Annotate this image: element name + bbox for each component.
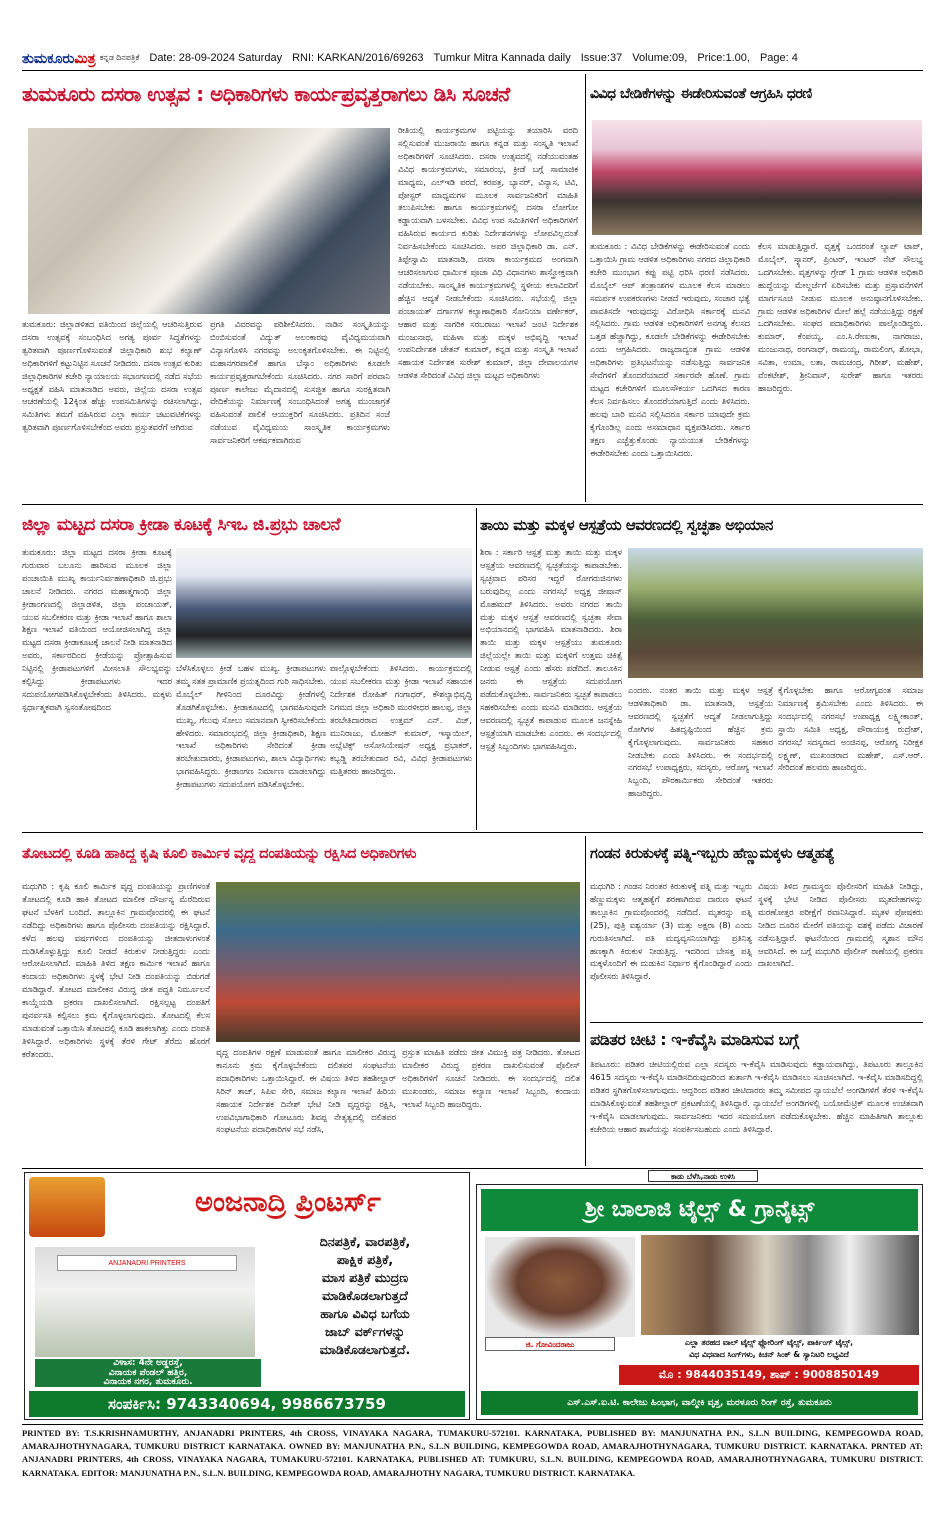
dasara-column-1: ತುಮಕೂರು: ಜಿಲ್ಲಾಡಳಿತದ ವತಿಯಿಂದ ಜಿಲ್ಲೆಯಲ್ಲಿ ಆಚರಿಸುತ್ತಿರುವ ದಸರಾ ಉತ್ಸವಕ್ಕೆ ಸಂಬಂಧಿಸಿದ ಅಗತ್ಯ ಪೂರ್ವ ಸಿದ್ಧತೆಗಳನ್ನು ತ್ವರಿತವಾಗಿ ಪೂರ್ಣಗೊಳಿಸುವಂತೆ ಜಿಲ್ಲಾಧಿಕಾರಿ ಶುಭ ಕಲ್ಯಾಣ್ ಅಧಿಕಾರಿಗಳಿಗೆ ಕಟ್ಟುನಿಟ್ಟಿನ ಸೂಚನೆ ನೀಡಿದರು. ದಸರಾ ಉತ್ಸವ ಕುರಿತು ಜಿಲ್ಲಾಧಿಕಾರಿಗಳ ಕಚೇರಿ ನ್ಯಾಯಾಲಯ ಸಭಾಂಗಣದಲ್ಲಿ ನಡೆದ ಸಭೆಯ ಅಧ್ಯಕ್ಷತೆ ವಹಿಸಿ ಮಾತನಾಡಿದ ಅವರು, ಜಿಲ್ಲೆಯ ದಸರಾ ಉತ್ಸವ ಆಚರಣೆಯಲ್ಲಿ 12ಕ್ಕಿಂತ ಹೆಚ್ಚು ಉಪಸಮಿತಿಗಳನ್ನು ರಚಿಸಲಾಗಿದ್ದು, ಸಮಿತಿಗಳು ತಮಗೆ ವಹಿಸಿರುವ ಎಲ್ಲಾ ಕಾರ್ಯ ಚಟುವಟಿಕೆಗಳನ್ನು ತ್ವರಿತವಾಗಿ ಪೂರ್ಣಗೊಳಿಸಬೇಕೆಂದ ಅವರು ಪ್ರಸ್ತುತವರೆಗೆ ಆಗಿರುವ bbox=[22, 319, 202, 433]
issue-date: Date: 28-09-2024 Saturday bbox=[149, 52, 283, 64]
protest-column-1: ತುಮಕೂರು : ವಿವಿಧ ಬೇಡಿಕೆಗಳನ್ನು ಈಡೇರಿಸುವಂತೆ ಎಂದು ಒತ್ತಾಯಿಸಿ ಗ್ರಾಮ ಆಡಳಿತ ಅಧಿಕಾರಿಗಳು ನಗರದ ಜಿಲ್ಲಾಧಿಕಾರಿ ಕಚೇರಿ ಮುಂಭಾಗ ಕಪ್ಪು ಪಟ್ಟಿ ಧರಿಸಿ ಧರಣಿ ನಡೆಸಿದರು. ಮೊಬೈಲ್ ಆಪ್ ತಂತ್ರಾಂಶಗಳ ಮೂಲಕ ಕೆಲಸ ಮಾಡಲು ಸಮರ್ಪಕ ಉಪಕರಣಗಳು ನೀಡದೆ ಇರುವುದು, ಸಂಚಾರ ಭತ್ಯೆ ಪಾವತಿಸದೇ ಇರುವುದನ್ನು ವಿರೋಧಿಸಿ ಸರ್ಕಾರಕ್ಕೆ ಮನವಿ ಸಲ್ಲಿಸಿದರು. ಗ್ರಾಮ ಆಡಳಿತ ಅಧಿಕಾರಿಗಳಿಗೆ ಅನಗತ್ಯ ಕೆಲಸದ ಒತ್ತಡ ಹೆಚ್ಚಾಗಿದ್ದು, ಕೂಡಲೇ ಬೇಡಿಕೆಗಳನ್ನು ಈಡೇರಿಸಬೇಕು ಎಂದು ಆಗ್ರಹಿಸಿದರು. ರಾಜ್ಯದಾದ್ಯಂತ ಗ್ರಾಮ ಆಡಳಿತ ಅಧಿಕಾರಿಗಳು ಪ್ರತಿಭಟನೆಯನ್ನು ನಡೆಸುತ್ತಿದ್ದು ಸಾರ್ವಜನಿಕ ಸೇವೆಗಳಿಗೆ ತೊಂದರೆಯಾದರೆ ಸರ್ಕಾರವೇ ಹೊಣೆ. ಗ್ರಾಮ ಮಟ್ಟದ ಕಚೇರಿಗಳಿಗೆ ಮೂಲಸೌಕರ್ಯ ಒದಗಿಸದ ಕಾರಣ ಕೆಲಸ ನಿರ್ವಹಿಸಲು ತೊಂದರೆಯಾಗುತ್ತಿದೆ ಎಂದು ತಿಳಿಸಿದರು. ಹಲವು ಬಾರಿ ಮನವಿ ಸಲ್ಲಿಸಿದರೂ ಸರ್ಕಾರ ಯಾವುದೇ ಕ್ರಮ ಕೈಗೊಂಡಿಲ್ಲ ಎಂದು ಅಸಮಾಧಾನ ವ್ಯಕ್ತಪಡಿಸಿದರು. ಸರ್ಕಾರ ತಕ್ಷಣ ಎಚ್ಚೆತ್ತುಕೊಂಡು ನ್ಯಾಯಯುತ ಬೇಡಿಕೆಗಳನ್ನು ಈಡೇರಿಸಬೇಕು ಎಂದು ಒತ್ತಾಯಿಸಿದರು. bbox=[590, 241, 750, 458]
cleanliness-column-1: ಶಿರಾ : ಸರ್ಕಾರಿ ಆಸ್ಪತ್ರೆ ಮತ್ತು ತಾಯಿ ಮತ್ತು ಮಕ್ಕಳ ಆಸ್ಪತ್ರೆಯ ಆವರಣದಲ್ಲಿ ಸ್ವಚ್ಛತೆಯನ್ನು ಕಾಪಾಡಬೇಕು. ಸ್ವಚ್ಛವಾದ ಪರಿಸರ ಇದ್ದರೆ ರೋಗರುಜಿನಗಳು ಬರುವುದಿಲ್ಲ ಎಂದು ನಗರಸಭೆ ಅಧ್ಯಕ್ಷ ಜೀಷಾನ್ ಮೊಹಮದ್ ತಿಳಿಸಿದರು. ಅವರು ನಗರದ ತಾಯಿ ಮತ್ತು ಮಕ್ಕಳ ಆಸ್ಪತ್ರೆ ಆವರಣದಲ್ಲಿ ಸ್ವಚ್ಛತಾ ಸೇವಾ ಅಭಿಯಾನದಲ್ಲಿ ಭಾಗವಹಿಸಿ ಮಾತನಾಡಿದರು. ಶಿರಾ ತಾಯಿ ಮತ್ತು ಮಕ್ಕಳ ಆಸ್ಪತ್ರೆಯು ತುಮಕೂರು ಜಿಲ್ಲೆಯಲ್ಲೇ ತಾಯಿ ಮತ್ತು ಮಕ್ಕಳಿಗೆ ಉತ್ತಮ ಚಿಕಿತ್ಸೆ ನೀಡುವ ಆಸ್ಪತ್ರೆ ಎಂದು ಹೆಸರು ಪಡೆದಿದೆ. ತಾಲೂಕಿನ ಜನರು ಈ ಆಸ್ಪತ್ರೆಯ ಸದುಪಯೋಗ ಪಡೆದುಕೊಳ್ಳಬೇಕು. ಸಾರ್ವಜನಿಕರು ಸ್ವಚ್ಛತೆ ಕಾಪಾಡಲು ಸಹಕರಿಸಬೇಕು ಎಂದು ಮನವಿ ಮಾಡಿದರು. ಆಸ್ಪತ್ರೆಯ ಆವರಣದಲ್ಲಿ ಸ್ವಚ್ಛತೆ ಕಾಪಾಡುವ ಮೂಲಕ ಜನಸ್ನೇಹಿ ಆಸ್ಪತ್ರೆಯಾಗಿ ಮಾಡಬೇಕು ಎಂದರು. ಈ ಸಂದರ್ಭದಲ್ಲಿ ಆಸ್ಪತ್ರೆ ಸಿಬ್ಬಂದಿಗಳು ಭಾಗವಹಿಸಿದ್ದರು. bbox=[480, 547, 622, 751]
ad-balaji-tagline bbox=[619, 1337, 919, 1363]
rescue-column-1: ಮಧುಗಿರಿ : ಕೃಷಿ ಕೂಲಿ ಕಾರ್ಮಿಕ ವೃದ್ದ ದಂಪತಿಯನ್ನು ಪ್ರಾಣಿಗಳಂತೆ ತೋಟದಲ್ಲಿ ಕೂಡಿ ಹಾಕಿ ತೋಟದ ಮಾಲೀಕ ದೌರ್ಜನ್ಯ ಮೆರೆದಿರುವ ಘಟನೆ ಬೆಳಕಿಗೆ ಬಂದಿದೆ. ತಾಲ್ಲೂಕಿನ ಗ್ರಾಮವೊಂದರಲ್ಲಿ ಈ ಘಟನೆ ನಡೆದಿದ್ದು ಅಧಿಕಾರಿಗಳು ಹಾಗೂ ಪೊಲೀಸರು ದಂಪತಿಯನ್ನು ರಕ್ಷಿಸಿದ್ದಾರೆ. ಕಳೆದ ಹಲವು ವರ್ಷಗಳಿಂದ ದಂಪತಿಯನ್ನು ಜೀತದಾಳುಗಳಂತೆ ದುಡಿಸಿಕೊಳ್ಳುತ್ತಿದ್ದು ಕೂಲಿ ನೀಡದೆ ಕಿರುಕುಳ ನೀಡುತ್ತಿದ್ದರು ಎಂದು ಆರೋಪಿಸಲಾಗಿದೆ. ಮಾಹಿತಿ ತಿಳಿದ ತಕ್ಷಣ ಕಾರ್ಮಿಕ ಇಲಾಖೆ ಹಾಗೂ ಕಂದಾಯ ಅಧಿಕಾರಿಗಳು ಸ್ಥಳಕ್ಕೆ ಭೇಟಿ ನೀಡಿ ದಂಪತಿಯನ್ನು ಬಿಡುಗಡೆ ಮಾಡಿದ್ದಾರೆ. ತೋಟದ ಮಾಲೀಕನ ವಿರುದ್ಧ ಜೀತ ಪದ್ಧತಿ ನಿರ್ಮೂಲನೆ ಕಾಯ್ದೆಯಡಿ ಪ್ರಕರಣ ದಾಖಲಿಸಲಾಗಿದೆ. ರಕ್ಷಿಸಲ್ಪಟ್ಟ ದಂಪತಿಗೆ ಪುನರ್ವಸತಿ ಕಲ್ಪಿಸಲು ಕ್ರಮ ಕೈಗೊಳ್ಳಲಾಗುವುದು. ತೋಟದಲ್ಲಿ ಕೆಲಸ ಮಾಡುವಂತೆ ಒತ್ತಾಯಿಸಿ ತೋಟದಲ್ಲಿ ಕೂಡಿ ಹಾಕಲಾಗಿತ್ತು ಎಂದು ದಂಪತಿ ತಿಳಿಸಿದ್ದಾರೆ. ಅಧಿಕಾರಿಗಳು ಸ್ಥಳಕ್ಕೆ ತೆರಳಿ ಗೇಟ್ ತೆರೆದು ಹೊರಗೆ ಕರೆತಂದರು. bbox=[22, 881, 210, 1059]
sports-column-3: ಪಾಲ್ಗೊಳ್ಳಬೇಕೆಂದು ತಿಳಿಸಿದರು. ಕಾರ್ಯಕ್ರಮದಲ್ಲಿ ಯುವ ಸಬಲೀಕರಣ ಮತ್ತು ಕ್ರೀಡಾ ಇಲಾಖೆ ಸಹಾಯಕ ನಿರ್ದೇಶಕ ರೋಹಿತ್ ಗಂಗಾಧರ್, ಕೌಶಲ್ಯಾಭಿವೃದ್ಧಿ ನಿಗಮದ ಜಿಲ್ಲಾ ಅಧಿಕಾರಿ ಮುರಳೀಧರ ಹಾಲಪ್ಪ, ಜಿಲ್ಲಾ ತರಬೇತಿದಾರರಾದ ಉತ್ತಮ್ ಎನ್. ವಿಜ್, ಮುನಿರಾಜು, ಮೋಹನ್ ಕುಮಾರ್, ಇಸ್ಮಾಯಿಲ್, ಅಬ್ಲೆಟಿಕ್ಸ್ ಅಸೋಸಿಯೇಷನ್ ಅಧ್ಯಕ್ಷ ಪ್ರಭಾಕರ್, ಕಬ್ಬಡ್ಡಿ ತರಬೇತುದಾರ ರವಿ, ವಿವಿಧ ಕ್ರೀಡಾಪಟುಗಳು ಮತ್ತಿತರರು ಹಾಜರಿದ್ದರು. bbox=[330, 663, 472, 777]
ad-balaji-tiles bbox=[476, 1184, 923, 1420]
suicide-column-2: ವಿಷಯ ತಿಳಿದ ಗ್ರಾಮಸ್ಥರು ಪೊಲೀಸರಿಗೆ ಮಾಹಿತಿ ನೀಡಿದ್ದು, ಸ್ಥಳಕ್ಕೆ ಭೇಟಿ ನೀಡಿದ ಪೊಲೀಸರು ಮೃತದೇಹಗಳನ್ನು ಮರಣೋತ್ತರ ಪರೀಕ್ಷೆಗೆ ರವಾನಿಸಿದ್ದಾರೆ. ಮೃತಳ ಪೋಷಕರು ನೀಡಿದ ದೂರಿನ ಮೇರೆಗೆ ಪತಿಯನ್ನು ವಶಕ್ಕೆ ಪಡೆದು ವಿಚಾರಣೆ ನಡೆಸುತ್ತಿದ್ದಾರೆ. ಘಟನೆಯಿಂದ ಗ್ರಾಮದಲ್ಲಿ ಸ್ಮಶಾನ ಮೌನ ಆವರಿಸಿದೆ. ಈ ಬಗ್ಗೆ ಮಧುಗಿರಿ ಪೊಲೀಸ್ ಠಾಣೆಯಲ್ಲಿ ಪ್ರಕರಣ ದಾಖಲಾಗಿದೆ. bbox=[758, 881, 923, 969]
printing-shop-photo bbox=[35, 1247, 255, 1357]
masthead bbox=[22, 48, 923, 68]
rescue-column-3: ಪ್ರಸ್ತುತ ಮಾಹಿತಿ ಪಡೆದು ಜೀತ ವಿಮುಕ್ತಿ ಪತ್ರ ನೀಡಿದರು. ತೋಟದ ಮಾಲೀಕರ ವಿರುದ್ಧ ಪ್ರಕರಣ ದಾಖಲಿಸುವಂತೆ ಪೊಲೀಸ್ ಅಧಿಕಾರಿಗಳಿಗೆ ಸೂಚನೆ ನೀಡಿದರು. ಈ ಸಂದರ್ಭದಲ್ಲಿ ದಲಿತ ಮುಖಂಡರು, ಸಮಾಜ ಕಲ್ಯಾಣ ಇಲಾಖೆ ಸಿಬ್ಬಂದಿ, ಕಂದಾಯ ಇಲಾಖೆ ಸಿಬ್ಬಂದಿ ಹಾಜರಿದ್ದರು. bbox=[402, 1047, 580, 1109]
ad-balaji-phones: ಮೊ : 9844035149, ಶಾಪ್ : 9008850149 bbox=[619, 1365, 919, 1385]
dasara-column-2: ಪ್ರಗತಿ ವಿವರವನ್ನು ಪರಿಶೀಲಿಸಿದರು. ನಾಡಿನ ಸಂಸ್ಕೃತಿಯನ್ನು ಬಿಂಬಿಸುವಂತೆ ವಿದ್ಯುತ್ ಅಲಂಕಾರವು ವೈವಿಧ್ಯಮಯವಾಗಿ ವಿನ್ಯಾಸಗೊಳಿಸಿ ನಗರವನ್ನು ಅಲಂಕೃತಗೊಳಿಸಬೇಕು. ಈ ನಿಟ್ಟಿನಲ್ಲಿ ಮಹಾನಗರಪಾಲಿಕೆ ಹಾಗೂ ಬೆಸ್ಕಾಂ ಅಧಿಕಾರಿಗಳು ಕೂಡಲೇ ಕಾರ್ಯಪ್ರವೃತ್ತರಾಗಬೇಕೆಂದು ಸೂಚಿಸಿದರು. ನಗರ ಸಾರಿಗೆ ಪರವಾನಿ ಪೂರ್ಣ ಕಾಲೇಜು ಮೈದಾನದಲ್ಲಿ ಸುಸಜ್ಜಿತ ಹಾಗೂ ಸುರಕ್ಷಿತವಾಗಿ ವೇದಿಕೆಯನ್ನು ನಿರ್ಮಾಣಕ್ಕೆ ಸಂಬಂಧಿಸಿದಂತೆ ಅಗತ್ಯ ಮುಂಜಾಗ್ರತೆ ವಹಿಸುವಂತೆ ಪಾಲಿಕೆ ಆಯುಕ್ತರಿಗೆ ಸೂಚಿಸಿದರು. ಪ್ರತಿದಿನ ಸಂಜೆ ನಡೆಯುವ ವೈವಿಧ್ಯಮಯ ಸಾಂಸ್ಕೃತಿಕ ಕಾರ್ಯಕ್ರಮಗಳು ಸಾರ್ವಜನಿಕರಿಗೆ ಆಕರ್ಷಕವಾಗಿರುವ bbox=[210, 319, 390, 446]
service-line: ಮಾಡಿಕೊಡಲಾಗುತ್ತದೆ. bbox=[319, 1342, 411, 1357]
headline-ration: ಪಡಿತರ ಚೀಟಿ : ಇ-ಕೆವೈಸಿ ಮಾಡಿಸುವ ಬಗ್ಗೆ bbox=[590, 1030, 799, 1049]
tagline-line: ಎಲ್ಲಾ ತರಹದ ವಾಲ್ ಟೈಲ್ಸ್ ಫ್ಲೋರಿಂಗ್ ಟೈಲ್ಸ್, ಪಾರ್ಕಿಂಗ್ ಟೈಲ್ಸ್, bbox=[684, 1338, 854, 1347]
service-line: ಹಾಗೂ ವಿವಿಧ ಬಗೆಯ bbox=[320, 1306, 410, 1321]
cleanliness-column-2: ಎಂದರು. ನಂತರ ತಾಯಿ ಮತ್ತು ಮಕ್ಕಳ ಆಸ್ಪತ್ರೆ ಆಡಳಿತಾಧಿಕಾರಿ ಡಾ. ಮಾತನಾಡಿ, ಆಸ್ಪತ್ರೆಯ ಆವರಣದಲ್ಲಿ ಸ್ವಚ್ಛತೆಗೆ ಆದ್ಯತೆ ನೀಡಲಾಗುತ್ತಿದ್ದು ರೋಗಿಗಳ ಹಿತದೃಷ್ಟಿಯಿಂದ ಹೆಚ್ಚಿನ ಕ್ರಮ ಕೈಗೊಳ್ಳಲಾಗುವುದು. ಸಾರ್ವಜನಿಕರು ಸಹಕಾರ ನೀಡಬೇಕು ಎಂದು ತಿಳಿಸಿದರು. ಈ ಸಂದರ್ಭದಲ್ಲಿ ನಗರಸಭೆ ಉಪಾಧ್ಯಕ್ಷರು, ಸದಸ್ಯರು, ಆರೋಗ್ಯ ಇಲಾಖೆ ಸಿಬ್ಬಂದಿ, ಪೌರಕಾರ್ಮಿಕರು ಸೇರಿದಂತೆ ಇತರರು ಹಾಜರಿದ್ದರು. bbox=[628, 685, 773, 799]
ad-anjanadri-services bbox=[265, 1233, 465, 1373]
newspaper-logo: ತುಮಕೂರುಮಿತ್ರ bbox=[22, 49, 96, 66]
dasara-column-3: ರೀತಿಯಲ್ಲಿ ಕಾರ್ಯಕ್ರಮಗಳ ಪಟ್ಟಿಯನ್ನು ತಯಾರಿಸಿ ವರದಿ ಸಲ್ಲಿಸುವಂತೆ ಮುಜರಾಯಿ ಹಾಗೂ ಕನ್ನಡ ಮತ್ತು ಸಂಸ್ಕೃತಿ ಇಲಾಖೆ ಅಧಿಕಾರಿಗಳಿಗೆ ಸೂಚಿಸಿದರು. ದಸರಾ ಉತ್ಸವದಲ್ಲಿ ನಡೆಯುವಂತಹ ವಿವಿಧ ಕಾರ್ಯಕ್ರಮಗಳು, ಸಮಾರಂಭ, ಕ್ರೀಡೆ ಬಗ್ಗೆ ಸಾಮಾಜಿಕ ಮಾಧ್ಯಮ, ಎಲ್‌ಇಡಿ ಪರದೆ, ಕರಪತ್ರ, ಬ್ಯಾನರ್, ವಿನ್ಯಾಸ, ಟಿವಿ, ಪೋಸ್ಟರ್ ಮಾಧ್ಯಮಗಳ ಮೂಲಕ ಸಾರ್ವಜನಿಕರಿಗೆ ಮಾಹಿತಿ ತಲುಪಿಸಬೇಕು ಹಾಗೂ ಕಾರ್ಯಕ್ರಮಗಳಲ್ಲಿ ದಸರಾ ಲೋಗೋ ಕಡ್ಡಾಯವಾಗಿ ಬಳಸಬೇಕು. ವಿವಿಧ ಉಪ ಸಮಿತಿಗಳಿಗೆ ಅಧಿಕಾರಿಗಳಿಗೆ ವಹಿಸಿರುವ ಕಾರ್ಯದ ಕುರಿತು ನಿರ್ದೇಶನಗಳನ್ನು ಲೋಪವಿಲ್ಲದಂತೆ ನಿರ್ವಹಿಸಬೇಕೆಂದು ಸೂಚಿಸಿದರು. ಅಪರ ಜಿಲ್ಲಾಧಿಕಾರಿ ಡಾ. ಎನ್. ತಿಪ್ಪೇಸ್ವಾಮಿ ಮಾತನಾಡಿ, ದಸರಾ ಕಾರ್ಯಕ್ರಮದ ಅಂಗವಾಗಿ ಆಚರಿಸಲಾಗುವ ಧಾರ್ಮಿಕ ಪೂಜಾ ವಿಧಿ ವಿಧಾನಗಳು ಶಾಸ್ತ್ರೋಕ್ತವಾಗಿ ನಡೆಯಬೇಕು. ಸಾಂಸ್ಕೃತಿಕ ಕಾರ್ಯಕ್ರಮಗಳಲ್ಲಿ ಸ್ಥಳೀಯ ಕಲಾವಿದರಿಗೆ ಹೆಚ್ಚಿನ ಆದ್ಯತೆ ನೀಡಬೇಕೆಂದು ಸೂಚಿಸಿದರು. ಸಭೆಯಲ್ಲಿ ಜಿಲ್ಲಾ ಪಂಚಾಯತ್ ದರ್ಗಾಗಳ ಕಲ್ಯಾಣಾಧಿಕಾರಿ ಸೋನಿಯಾ ವರ್ಣೇಕರ್, ಆಹಾರ ಮತ್ತು ನಾಗರಿಕ ಸರಬರಾಜು ಇಲಾಖೆ ಜಂಟಿ ನಿರ್ದೇಶಕ ಮಂಜುನಾಥ, ಮಹಿಳಾ ಮತ್ತು ಮಕ್ಕಳ ಅಭಿವೃದ್ಧಿ ಇಲಾಖೆ ಉಪನಿರ್ದೇಶಕ ಚೇತನ್ ಕುಮಾರ್, ಕನ್ನಡ ಮತ್ತು ಸಂಸ್ಕೃತಿ ಇಲಾಖೆ ಸಹಾಯಕ ನಿರ್ದೇಶಕ ಸುರೇಶ್ ಕುಮಾರ್, ಜಿಲ್ಲಾ ದೇವಾಲಯಗಳ ಆಡಳಿತ ಸೇರಿದಂತೆ ವಿವಿಧ ಜಿಲ್ಲಾ ಮಟ್ಟದ ಅಧಿಕಾರಿಗಳು bbox=[398, 125, 578, 381]
ad-balaji-owner: ಜಿ. ಗೋವಿಂದರಾಜು bbox=[485, 1337, 615, 1351]
tiles-products-photo bbox=[641, 1235, 919, 1335]
protest-photo bbox=[592, 120, 922, 235]
service-line: ಮಾಡಿಕೊಡಲಾಗುತ್ತದೆ bbox=[322, 1288, 408, 1303]
cleanliness-drive-photo bbox=[628, 548, 923, 678]
column-divider bbox=[585, 836, 586, 1166]
printer-imprint: PRINTED BY: T.S.KRISHNAMURTHY, ANJANADRI PRINTERS, 4th CROSS, VINAYAKA NAGARA, TUMAKURU-572101. KARNATAKA, PUBLISHED BY: MANJUNATHA P.N., S.L.N BUILDING, KEMPEGOWDA ROAD, AMARAJHOTHYNAGARA, TUMKURU DISTRICT KARNATAKA. OWNED BY: MANJUNATHA P.N., S.L.N BUILDING, KEMPEGOWDA ROAD, AMARAJHOTHYNAGARA, TUMKURU DISTRICT. KARNATAKA. PRNTED AT: ANJANADRI PRINTERS, 4th CROSS, VINAYAKA NAGARA, TUMAKURU-572101. KARNATAKA, PUBLISHED AT: TUMKURU, S.L.N. BUILDING, KEMPEGOWDA ROAD, AMARAJHOTHYNAGARA, TUMKURU DISTRICT. KARNATAKA. EDITOR: MANJUNATHA P.N., S.L.N. BUILDING, KEMPEGOWDA ROAD, AMARAJHOTHY NAGARA, TUMKURU DISTRICT. KARNATAKA. bbox=[22, 1428, 923, 1478]
ad-slogan-tag: ಕಾಡು ಬೆಳೆಸಿ,ನಾಡು ಉಳಿಸಿ bbox=[648, 1170, 758, 1182]
headline-protest: ವಿವಿಧ ಬೇಡಿಕೆಗಳನ್ನು ಈಡೇರಿಸುವಂತೆ ಆಗ್ರಹಿಸಿ ಧರಣಿ bbox=[590, 86, 812, 102]
paper-name: Tumkur Mitra Kannada daily bbox=[433, 52, 571, 64]
ad-anjanadri-contact bbox=[29, 1391, 465, 1417]
ad-anjanadri-address bbox=[35, 1359, 261, 1387]
service-line: ದಿನಪತ್ರಿಕೆ, ವಾರಪತ್ರಿಕೆ, bbox=[319, 1234, 411, 1249]
rni-number: RNI: KARKAN/2016/69263 bbox=[292, 52, 424, 64]
logo-subtitle: ಕನ್ನಡ ದಿನಪತ್ರಿಕೆ bbox=[99, 53, 140, 62]
hanuman-picture bbox=[29, 1177, 105, 1237]
volume-number: Volume:09, bbox=[632, 52, 688, 64]
masthead-rule bbox=[22, 70, 923, 71]
sports-column-1: ತುಮಕೂರು: ಜಿಲ್ಲಾ ಮಟ್ಟದ ದಸರಾ ಕ್ರೀಡಾ ಕೂಟಕ್ಕೆ ಗುರುವಾರ ಬಲೂನು ಹಾರಿಸುವ ಮೂಲಕ ಜಿಲ್ಲಾ ಪಂಚಾಯಿತಿ ಮುಖ್ಯ ಕಾರ್ಯನಿರ್ವಹಣಾಧಿಕಾರಿ ಜಿ.ಪ್ರಭು ಚಾಲನೆ ನೀಡಿದರು. ನಗರದ ಮಹಾತ್ಮಗಾಂಧಿ ಜಿಲ್ಲಾ ಕ್ರೀಡಾಂಗಣದಲ್ಲಿ ಜಿಲ್ಲಾಡಳಿತ, ಜಿಲ್ಲಾ ಪಂಚಾಯತ್, ಯುವ ಸಬಲೀಕರಣ ಮತ್ತು ಕ್ರೀಡಾ ಇಲಾಖೆ ಹಾಗೂ ಶಾಲಾ ಶಿಕ್ಷಣ ಇಲಾಖೆ ವತಿಯಿಂದ ಆಯೋಜಿಸಲಾಗಿದ್ದ ಜಿಲ್ಲಾ ಮಟ್ಟದ ದಸರಾ ಕ್ರೀಡಾಕೂಟಕ್ಕೆ ಚಾಲನೆ ನೀಡಿ ಮಾತನಾಡಿದ ಅವರು, ಸರ್ಕಾರದಿಂದ ಕ್ರೀಡೆಯನ್ನು ಪ್ರೋತ್ಸಾಹಿಸುವ ನಿಟ್ಟಿನಲ್ಲಿ ಕ್ರೀಡಾಪಟುಗಳಿಗೆ ಮೀಸಲಾತಿ ಸೌಲಭ್ಯವನ್ನು ಕಲ್ಪಿಸಿದ್ದು ಕ್ರೀಡಾಪಟುಗಳು ಇದರ ಸದುಪಯೋಗಪಡಿಸಿಕೊಳ್ಳಬೇಕೆಂದು ತಿಳಿಸಿದರು. ಮಕ್ಕಳು ಸ್ಪರ್ಧಾತ್ಮಕವಾಗಿ ಸ್ವಸಂತೋಷದಿಂದ bbox=[22, 547, 172, 712]
sports-stage-photo bbox=[176, 548, 472, 658]
issue-number: Issue:37 bbox=[580, 52, 623, 64]
tagline-line: ವಿಧ ವಿಧವಾದ ಸಿಂಗ್‌ಗಳು, ಕಿಚನ್ ಸಿಂಕ್ & ಸ್ಯಾನಿಟರಿ ಲಭ್ಯವಿದೆ bbox=[689, 1350, 849, 1359]
address-line: ವಿಳಾಸ: 4ನೇ ಅಡ್ಡರಸ್ತೆ, bbox=[113, 1358, 183, 1368]
contact-phones: 9743340694, 9986673759 bbox=[166, 1395, 386, 1413]
owner-photo bbox=[485, 1237, 635, 1337]
sports-column-2: ಬೆಳೆಸಿಕೊಳ್ಳಲು ಕ್ರೀಡೆ ಬಹಳ ಮುಖ್ಯ. ಕ್ರೀಡಾಪಟುಗಳು ತಮ್ಮ ಸತತ ಪ್ರಾಮಾಣಿಕ ಪ್ರಯತ್ನದಿಂದ ಗುರಿ ಸಾಧಿಸಬೇಕು. ಮೊಬೈಲ್ ಗೀಳಿನಿಂದ ದೂರವಿದ್ದು ಕ್ರೀಡೆಗಳಲ್ಲಿ ತೊಡಗಿಕೊಳ್ಳಬೇಕು. ಕ್ರೀಡಾಕೂಟದಲ್ಲಿ ಭಾಗವಹಿಸುವುದೇ ಮುಖ್ಯ, ಗೆಲುವು ಸೋಲು ಸಮಾನವಾಗಿ ಸ್ವೀಕರಿಸಬೇಕೆಂದು ಹೇಳಿದರು. ಸಮಾರಂಭದಲ್ಲಿ ಜಿಲ್ಲಾ ಕ್ರೀಡಾಧಿಕಾರಿ, ಶಿಕ್ಷಣ ಇಲಾಖೆ ಅಧಿಕಾರಿಗಳು ಸೇರಿದಂತೆ ಕ್ರೀಡಾ ತರಬೇತುದಾರರು, ಕ್ರೀಡಾಪಟುಗಳು, ಶಾಲಾ ವಿದ್ಯಾರ್ಥಿಗಳು ಭಾಗವಹಿಸಿದ್ದರು. ಕ್ರೀಡಾಂಗಣ ನಿರ್ಮಾಣ ಮಾಡಲಾಗಿದ್ದು ಕ್ರೀಡಾಪಟುಗಳು ಸದುಪಯೋಗ ಪಡಿಸಿಕೊಳ್ಳಬೇಕು. bbox=[176, 663, 326, 790]
headline-cleanliness: ತಾಯಿ ಮತ್ತು ಮಕ್ಕಳ ಆಸ್ಪತ್ರೆಯ ಆವರಣದಲ್ಲಿ ಸ್ವಚ್ಛತಾ ಅಭಿಯಾನ bbox=[480, 516, 773, 534]
service-line: ಪಾಕ್ಷಿಕ ಪತ್ರಿಕೆ, bbox=[336, 1252, 394, 1267]
rescued-couple-photo bbox=[216, 882, 580, 1042]
service-line: ಮಾಸ ಪತ್ರಿಕೆ ಮುದ್ರಣ bbox=[321, 1270, 409, 1285]
row-rule bbox=[22, 832, 923, 833]
page-number: Page: 4 bbox=[759, 52, 798, 64]
column-divider bbox=[476, 508, 477, 830]
column-divider bbox=[585, 74, 586, 502]
ad-anjanadri-title: ಅಂಜನಾದ್ರಿ ಪ್ರಿಂಟರ್ಸ್ bbox=[195, 1187, 381, 1218]
price: Price:1.00, bbox=[697, 52, 750, 64]
headline-rescue: ತೋಟದಲ್ಲಿ ಕೂಡಿ ಹಾಕಿದ್ದ ಕೃಷಿ ಕೂಲಿ ಕಾರ್ಮಿಕ ವೃದ್ದ ದಂಪತಿಯನ್ನು ರಕ್ಷಿಸಿದ ಅಧಿಕಾರಿಗಳು bbox=[22, 846, 416, 862]
footer-rule bbox=[22, 1424, 923, 1425]
service-line: ಜಾಬ್ ವರ್ಕ್‌ಗಳನ್ನು bbox=[324, 1324, 406, 1339]
ration-body: ತಿಪಟೂರು: ಪಡಿತರ ಚೀಟಿಯಲ್ಲಿರುವ ಎಲ್ಲಾ ಸದಸ್ಯರು ಇ-ಕೆವೈಸಿ ಮಾಡಿಸುವುದು ಕಡ್ಡಾಯವಾಗಿದ್ದು, ತಿಪಟೂರು ತಾಲ್ಲೂಕಿನ 4615 ಸದಸ್ಯರು ಇ-ಕೆವೈಸಿ ಮಾಡಿಸದಿರುವುದರಿಂದ ತುರ್ತಾಗಿ ಇ-ಕೆವೈಸಿ ಮಾಡಿಸಲು ಸೂಚಿಸಲಾಗಿದೆ. ಇ-ಕೆವೈಸಿ ಮಾಡಿಸದಿದ್ದಲ್ಲಿ ಪಡಿತರ ಸ್ಥಗಿತಗೊಳಿಸಲಾಗುವುದು. ಆದ್ದರಿಂದ ಪಡಿತರ ಚೀಟಿದಾರರು ತಮ್ಮ ಸಮೀಪದ ನ್ಯಾಯಬೆಲೆ ಅಂಗಡಿಗಳಿಗೆ ತೆರಳಿ ಇ-ಕೆವೈಸಿ ಮಾಡಿಸಿಕೊಳ್ಳುವಂತೆ ತಹಶೀಲ್ದಾರ್ ಪ್ರಕಟಣೆಯಲ್ಲಿ ತಿಳಿಸಿದ್ದಾರೆ. ನ್ಯಾಯಬೆಲೆ ಅಂಗಡಿಗಳಲ್ಲಿ ಬಯೋಮೆಟ್ರಿಕ್ ಮೂಲಕ ಉಚಿತವಾಗಿ ಇ-ಕೆವೈಸಿ ಮಾಡಲಾಗುವುದು. ಸಾರ್ವಜನಿಕರು ಇದರ ಸದುಪಯೋಗ ಪಡೆದುಕೊಳ್ಳಬೇಕು. ಹೆಚ್ಚಿನ ಮಾಹಿತಿಗಾಗಿ ತಾಲ್ಲೂಕು ಕಚೇರಿಯ ಆಹಾರ ಶಾಖೆಯನ್ನು ಸಂಪರ್ಕಿಸಬಹುದು ಎಂದು ತಿಳಿಸಿದ್ದಾರೆ. bbox=[590, 1059, 923, 1134]
dasara-meeting-photo bbox=[28, 128, 390, 314]
suicide-column-1: ಮಧುಗಿರಿ : ಗಂಡನ ನಿರಂತರ ಕಿರುಕುಳಕ್ಕೆ ಪತ್ನಿ ಮತ್ತು ಇಬ್ಬರು ಹೆಣ್ಣುಮಕ್ಕಳು ಆತ್ಮಹತ್ಯೆಗೆ ಶರಣಾಗಿರುವ ದಾರುಣ ಘಟನೆ ತಾಲ್ಲೂಕಿನ ಗ್ರಾಮವೊಂದರಲ್ಲಿ ನಡೆದಿದೆ. ಮೃತರನ್ನು ಪತ್ನಿ (25), ಪುತ್ರಿ ಐಶ್ವರ್ಯಾ (3) ಮತ್ತು ಅಕ್ಷರಾ (8) ಎಂದು ಗುರುತಿಸಲಾಗಿದೆ. ಪತಿ ಮದ್ಯವ್ಯಸನಿಯಾಗಿದ್ದು ಪ್ರತಿನಿತ್ಯ ಹಣಕ್ಕಾಗಿ ಕಿರುಕುಳ ನೀಡುತ್ತಿದ್ದ. ಇದರಿಂದ ಬೇಸತ್ತ ಪತ್ನಿ ಮಕ್ಕಳೊಂದಿಗೆ ಈ ದುಡುಕಿನ ನಿರ್ಧಾರ ಕೈಗೊಂಡಿದ್ದಾರೆ ಎಂದು ಪೊಲೀಸರು ತಿಳಿಸಿದ್ದಾರೆ. bbox=[590, 881, 752, 982]
contact-label: ಸಂಪರ್ಕಿಸಿ: bbox=[108, 1395, 162, 1413]
shop-signboard: ANJANADRI PRINTERS bbox=[57, 1255, 237, 1271]
ad-balaji-title: ಶ್ರೀ ಬಾಲಾಜಿ ಟೈಲ್ಸ್ & ಗ್ರಾನೈಟ್ಸ್ bbox=[481, 1189, 918, 1231]
protest-column-2: ಕೆಲಸ ಮಾಡುತ್ತಿದ್ದಾರೆ. ವೃತ್ತಕ್ಕೆ ಒಂದರಂತೆ ಲ್ಯಾಪ್ ಟಾಪ್, ಮೊಬೈಲ್, ಸ್ಕ್ಯಾನರ್, ಪ್ರಿಂಟರ್, ಇಂಟರ್ ನೆಟ್ ಸೌಲಭ್ಯ ಒದಗಿಸಬೇಕು. ವೃತ್ತಗಳನ್ನು ಗ್ರೇಡ್ 1 ಗ್ರಾಮ ಆಡಳಿತ ಅಧಿಕಾರಿ ಹುದ್ದೆಯನ್ನು ಮೇಲ್ದರ್ಜೆಗೆ ಏರಿಸಬೇಕು ಮತ್ತು ಪ್ರಸ್ತಾವನೆಗಳಿಗೆ ಮಾರ್ಗಸೂಚಿ ನೀಡುವ ಮೂಲಕ ಅನುಷ್ಠಾನಗೊಳಿಸಬೇಕು. ಗ್ರಾಮ ಆಡಳಿತ ಅಧಿಕಾರಿಗಳ ಮೇಲೆ ಹಲ್ಲೆ ನಡೆಯುತ್ತಿದ್ದು ರಕ್ಷಣೆ ಒದಗಿಸಬೇಕು. ಸಂಘದ ಪದಾಧಿಕಾರಿಗಳು ಪಾಲ್ಗೊಂಡಿದ್ದರು. ಕುಮಾರ್, ಕೆಂಪಯ್ಯ, ಎಂ.ಸಿ.ರೇಣುಕಾ, ನಾಗರಾಜು, ಮಂಜುನಾಥ, ರಂಗನಾಥ್, ರಾಮಯ್ಯ, ರಾಮಲಿಂಗ, ಶೋಭಾ, ಸವಿತಾ, ಉಮಾ, ಲತಾ, ರಾಮಚಂದ್ರ, ಗಿರೀಶ್, ಮಹೇಶ್, ವೆಂಕಟೇಶ್, ಶ್ರೀನಿವಾಸ್, ಸುರೇಶ್ ಹಾಗೂ ಇತರರು ಹಾಜರಿದ್ದರು. bbox=[758, 241, 923, 393]
ad-anjanadri-printers bbox=[24, 1172, 470, 1420]
rescue-column-2: ವೃದ್ದ ದಂಪತಿಗಳ ರಕ್ಷಣೆ ಮಾಡುವಂತೆ ಹಾಗೂ ಮಾಲೀಕರ ವಿರುದ್ಧ ಕಾನೂನು ಕ್ರಮ ಕೈಗೊಳ್ಳಬೇಕೆಂದು ದಲಿತಪರ ಸಂಘಟನೆಯ ಪದಾಧಿಕಾರಿಗಳು ಒತ್ತಾಯಿಸಿದ್ದಾರೆ. ಈ ವಿಷಯ ತಿಳಿದ ತಹಶೀಲ್ದಾರ್ ಸಿರಿನ್ ತಾಜ್, ಸಿಪಿಐ ಸೇರಿ, ಸಮಾಜ ಕಲ್ಯಾಣ ಇಲಾಖೆ ಹಿರಿಯ ಸಹಾಯಕ ನಿರ್ದೇಶಕ ದಿನೇಶ್ ಭೇಟಿ ನೀಡಿ ವೃದ್ದರನ್ನು ರಕ್ಷಿಸಿ, ಉಪವಿಭಾಗಾಧಿಕಾರಿ ಗೋಟೂರು ಶಿವಪ್ಪ ನೇತೃತ್ವದಲ್ಲಿ ದಲಿತಪರ ಸಂಘಟನೆಯ ಪದಾಧಿಕಾರಿಗಳ ಸಭೆ ನಡೆಸಿ, bbox=[216, 1047, 396, 1135]
headline-sports: ಜಿಲ್ಲಾ ಮಟ್ಟದ ದಸರಾ ಕ್ರೀಡಾ ಕೂಟಕ್ಕೆ ಸಿಇಒ ಜಿ.ಪ್ರಭು ಚಾಲನೆ bbox=[22, 515, 341, 535]
cleanliness-column-3: ಕೈಗೊಳ್ಳಬೇಕು ಹಾಗೂ ಆರೋಗ್ಯವಂತ ಸಮಾಜ ನಿರ್ಮಾಣಕ್ಕೆ ಶ್ರಮಿಸಬೇಕು ಎಂದು ತಿಳಿಸಿದರು. ಈ ಸಂದರ್ಭದಲ್ಲಿ ನಗರಸಭೆ ಉಪಾಧ್ಯಕ್ಷ ಲಕ್ಷ್ಮೀಕಾಂತ್, ಸ್ಥಾಯಿ ಸಮಿತಿ ಅಧ್ಯಕ್ಷ, ಪೌರಾಯುಕ್ತ ರುದ್ರೇಶ್, ನಗರಸಭೆ ಸದಸ್ಯರಾದ ಅಂಜಿನಪ್ಪ, ಆರೋಗ್ಯ ನಿರೀಕ್ಷಕ ಲಕ್ಷ್ಮಣ್, ಮುಖಂಡರಾದ ಮಹೇಶ್, ಎಸ್.ಆರ್. ಸೇರಿದಂತೆ ಹಲವರು ಹಾಜರಿದ್ದರು. bbox=[778, 685, 923, 773]
ad-balaji-address: ಎಸ್.ಎಸ್.ಐ.ಟಿ. ಕಾಲೇಜು ಹಿಂಭಾಗ, ವಾಲ್ಮೀಕಿ ವೃತ್ತ, ಮರಳೂರು ರಿಂಗ್ ರಸ್ತೆ, ತುಮಕೂರು bbox=[481, 1391, 918, 1415]
address-line: ವಿನಾಯಕ ನಗರ, ತುಮಕೂರು. bbox=[103, 1377, 193, 1387]
headline-dasara: ತುಮಕೂರು ದಸರಾ ಉತ್ಸವ : ಅಧಿಕಾರಿಗಳು ಕಾರ್ಯಪ್ರವೃತ್ತರಾಗಲು ಡಿಸಿ ಸೂಚನೆ bbox=[22, 82, 510, 106]
row-rule bbox=[22, 504, 923, 505]
headline-suicide: ಗಂಡನ ಕಿರುಕುಳಕ್ಕೆ ಪತ್ನಿ-ಇಬ್ಬರು ಹೆಣ್ಣುಮಕ್ಕಳು ಆತ್ಮಹತ್ಯೆ bbox=[590, 846, 835, 862]
address-line: ವಿನಾಯಕ ಪೆಂಡಲ್ ಹತ್ತಿರ, bbox=[108, 1367, 188, 1378]
section-rule bbox=[590, 1022, 923, 1023]
row-rule bbox=[22, 1168, 923, 1169]
